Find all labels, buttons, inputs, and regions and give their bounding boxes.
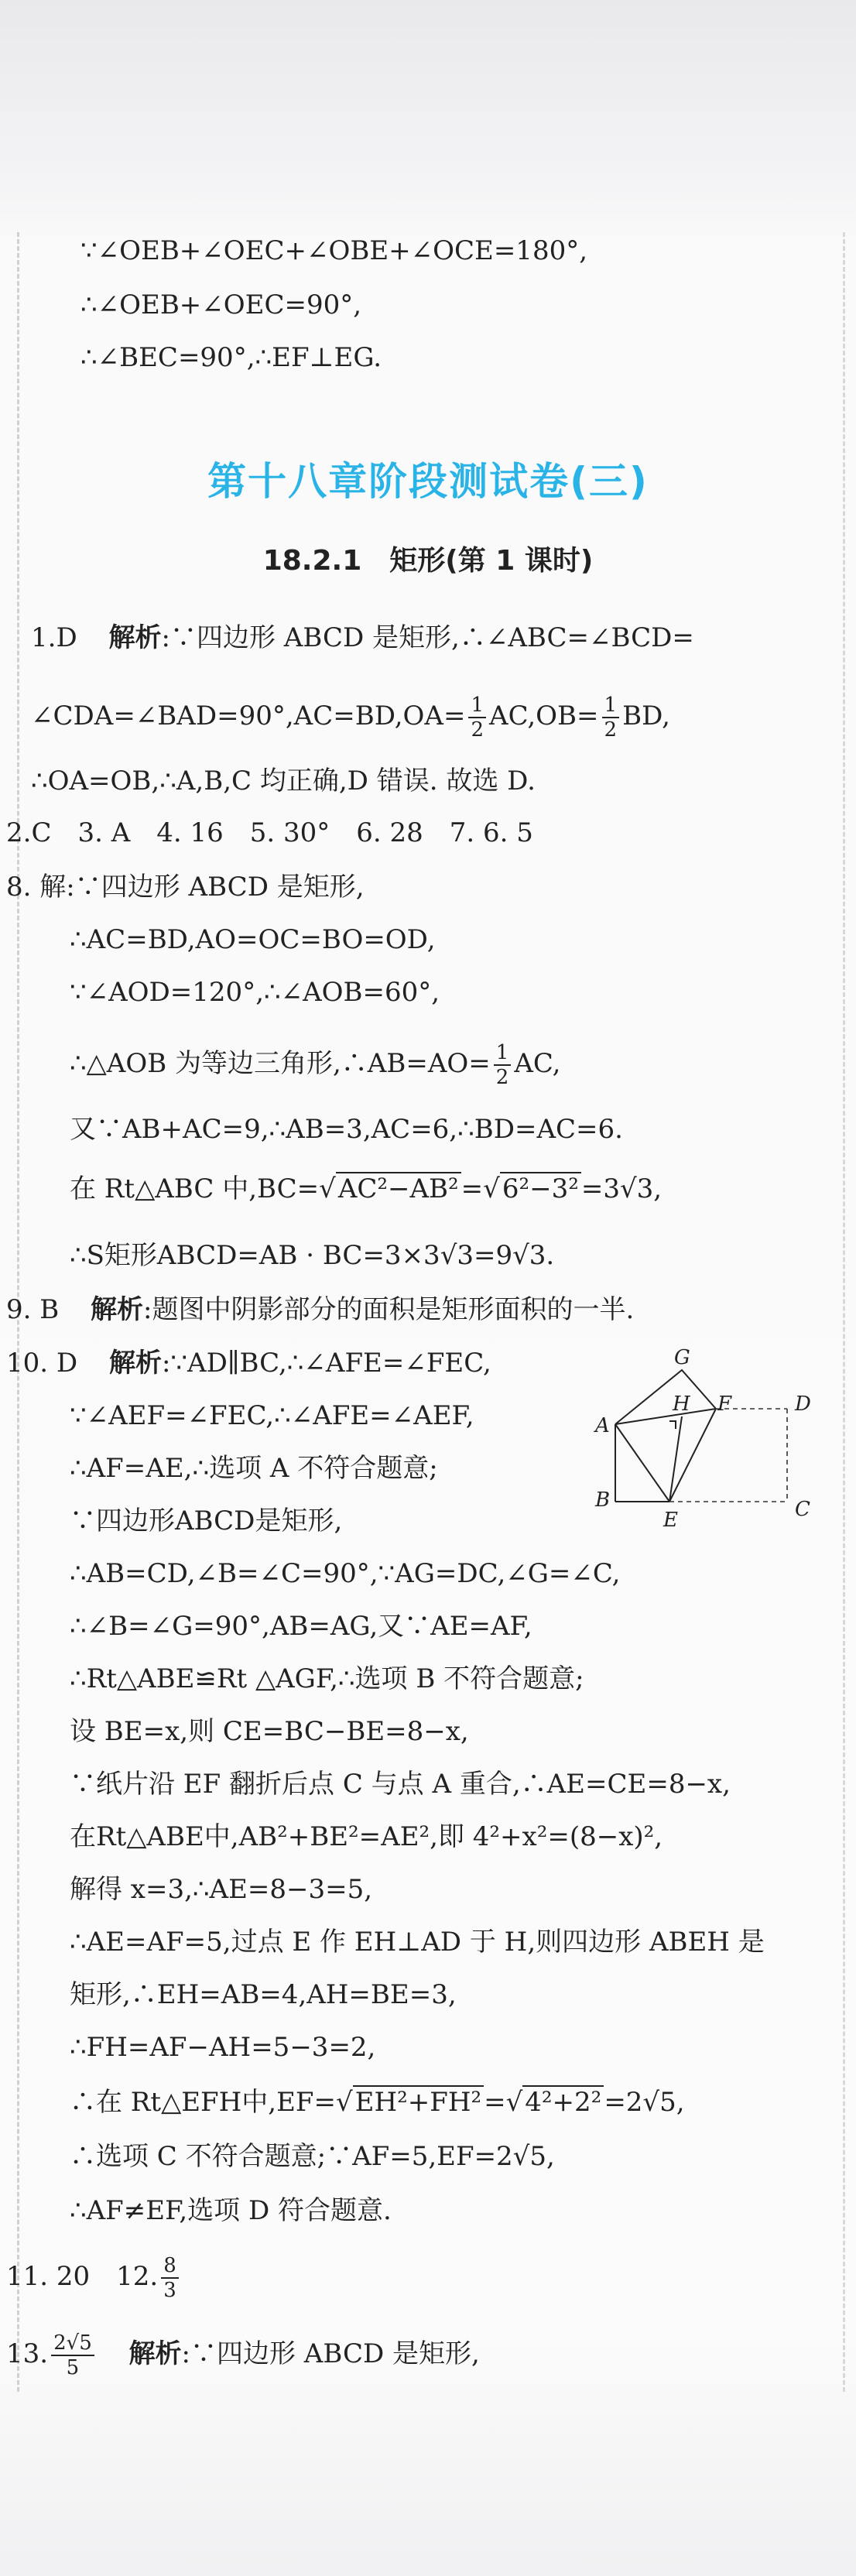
- q10-line-3: ∴AF=AE,∴选项 A 不符合题意;: [70, 1453, 438, 1484]
- q8-line-7: ∴S矩形ABCD=AB · BC=3×3√3=9√3.: [70, 1240, 555, 1271]
- q1-line-2: [31, 694, 670, 742]
- q1-number: 1.D: [31, 622, 77, 653]
- q10-line-7: ∴Rt△ABE≌Rt △AGF,∴选项 B 不符合题意;: [70, 1663, 584, 1694]
- q10-line-15: [70, 2084, 685, 2121]
- q10-line-12: ∴AE=AF=5,过点 E 作 EH⊥AD 于 H,则四边形 ABEH 是: [70, 1927, 765, 1958]
- q10-number: 10. D: [6, 1348, 78, 1379]
- frac-den: 2: [471, 718, 484, 742]
- q11-q12-line: [6, 2254, 182, 2302]
- q1-line-1: [31, 619, 694, 656]
- label-E: E: [663, 1509, 678, 1532]
- label-A: A: [595, 1414, 610, 1437]
- q10-line-6: ∴∠B=∠G=90°,AB=AG,又∵AE=AF,: [70, 1611, 532, 1642]
- q10-line-4: ∵四边形ABCD是矩形,: [70, 1506, 343, 1536]
- q10-line-13: 矩形,∴EH=AB=4,AH=BE=3,: [70, 1979, 457, 2010]
- q10-line-10: 在Rt△ABE中,AB²+BE²=AE²,即 4²+x²=(8−x)²,: [70, 1821, 663, 1852]
- q1-text-2a: ∠CDA=∠BAD=90°,AC=BD,OA=: [31, 701, 466, 731]
- fraction-eight-thirds: [161, 2254, 179, 2302]
- proof-line-3: ∴∠BEC=90°,∴EF⊥EG.: [80, 342, 382, 373]
- q10-line-2: ∵∠AEF=∠FEC,∴∠AFE=∠AEF,: [70, 1400, 474, 1431]
- sqrt-content: AC²−AB²: [336, 1172, 461, 1204]
- q8-text-4b: AC,: [514, 1048, 561, 1079]
- q8-text-6e: =3√3,: [580, 1173, 663, 1204]
- label-D: D: [795, 1392, 811, 1416]
- q8-text-6c: =: [461, 1173, 484, 1204]
- proof-line-2: ∴∠OEB+∠OEC=90°,: [80, 289, 362, 320]
- q9-text: :题图中阴影部分的面积是矩形面积的一半.: [143, 1294, 635, 1325]
- label-F: F: [717, 1392, 732, 1416]
- q1-text-1: :∵四边形 ABCD 是矩形,∴∠ABC=∠BCD=: [161, 622, 694, 653]
- sqrt-content: 4²+2²: [522, 2085, 604, 2118]
- sqrt-icon: √: [505, 2087, 523, 2118]
- q10-line-11: 解得 x=3,∴AE=8−3=5,: [70, 1874, 373, 1905]
- jiexi-label: 解析: [91, 1294, 144, 1325]
- q10-text-15a: ∴在 Rt△EFH中,EF=: [70, 2087, 336, 2118]
- q1-text-2b: AC,OB=: [489, 701, 599, 731]
- section-title: 18.2.1 矩形(第 1 课时): [262, 545, 594, 577]
- q8-line-3: ∵∠AOD=120°,∴∠AOB=60°,: [70, 977, 440, 1008]
- frac-den: 3: [163, 2279, 176, 2302]
- sqrt-icon: √: [335, 2087, 353, 2118]
- q11-q12-text: 11. 20 12.: [6, 2261, 159, 2292]
- q8-text-6a: 在 Rt△ABC 中,BC=: [70, 1173, 320, 1204]
- label-G: G: [674, 1347, 690, 1369]
- label-B: B: [595, 1488, 611, 1512]
- q9-line: [6, 1291, 634, 1328]
- q8-text-4a: ∴△AOB 为等边三角形,∴AB=AO=: [70, 1048, 491, 1079]
- sqrt-icon: √: [319, 1173, 336, 1204]
- label-C: C: [795, 1498, 810, 1521]
- q8-line-2: ∴AC=BD,AO=OC=BO=OD,: [70, 924, 436, 955]
- frac-num: 8: [161, 2254, 179, 2279]
- right-angle-mark: [669, 1421, 676, 1429]
- frac-num: 2√5: [51, 2331, 94, 2356]
- edge-AE: [615, 1424, 669, 1502]
- q10-line-5: ∴AB=CD,∠B=∠C=90°,∵AG=DC,∠G=∠C,: [70, 1558, 621, 1589]
- jiexi-label: 解析: [108, 622, 162, 653]
- q8-line-5: 又∵AB+AC=9,∴AB=3,AC=6,∴BD=AC=6.: [70, 1114, 623, 1145]
- q10-text-15c: =: [484, 2087, 506, 2118]
- q10-line-8: 设 BE=x,则 CE=BC−BE=8−x,: [70, 1716, 469, 1747]
- frac-num: 1: [602, 694, 620, 718]
- q13-number: 13.: [6, 2338, 49, 2369]
- frac-den: 2: [495, 1066, 509, 1089]
- fraction-half: [602, 694, 620, 742]
- frac-den: 2: [604, 718, 618, 742]
- q13-text: :∵四边形 ABCD 是矩形,: [181, 2338, 480, 2369]
- q13-line: [6, 2331, 480, 2379]
- sqrt-content: 6²−3²: [500, 1172, 581, 1204]
- q1-text-2c: BD,: [622, 701, 670, 731]
- label-H: H: [673, 1392, 690, 1416]
- proof-line-1: ∵∠OEB+∠OEC+∠OBE+∠OCE=180°,: [80, 235, 588, 266]
- q8-line-4: [70, 1041, 560, 1089]
- frac-num: 1: [468, 694, 486, 718]
- fraction-half: [468, 694, 486, 742]
- fraction-half: [494, 1041, 512, 1089]
- jiexi-label: 解析: [128, 2338, 182, 2369]
- frac-num: 1: [494, 1041, 512, 1066]
- sqrt-icon: √: [483, 1173, 500, 1204]
- q10-text-15e: =2√5,: [604, 2087, 685, 2118]
- q8-line-6: [70, 1170, 662, 1208]
- jiexi-label: 解析: [108, 1348, 162, 1379]
- q1-line-3: ∴OA=OB,∴A,B,C 均正确,D 错误. 故选 D.: [31, 766, 536, 796]
- frac-den: 5: [66, 2356, 80, 2379]
- geometry-figure: [592, 1347, 832, 1540]
- q10-line-9: ∵纸片沿 EF 翻折后点 C 与点 A 重合,∴AE=CE=8−x,: [70, 1769, 731, 1800]
- q10-text-1: :∵AD∥BC,∴∠AFE=∠FEC,: [161, 1348, 491, 1379]
- q10-line-1: [6, 1345, 491, 1382]
- q2-to-q7-answers: 2.C 3. A 4. 16 5. 30° 6. 28 7. 6. 5: [6, 817, 533, 848]
- q10-line-14: ∴FH=AF−AH=5−3=2,: [70, 2032, 376, 2063]
- q10-line-16: ∴选项 C 不符合题意;∵AF=5,EF=2√5,: [70, 2141, 555, 2172]
- q9-number: 9. B: [6, 1294, 60, 1325]
- fraction-2sqrt5-over-5: [51, 2331, 94, 2379]
- q8-line-1: 8. 解:∵四边形 ABCD 是矩形,: [6, 872, 365, 903]
- sqrt-content: EH²+FH²: [353, 2085, 484, 2118]
- q10-line-17: ∴AF≠EF,选项 D 符合题意.: [70, 2195, 392, 2226]
- chapter-title: 第十八章阶段测试卷(三): [207, 459, 649, 504]
